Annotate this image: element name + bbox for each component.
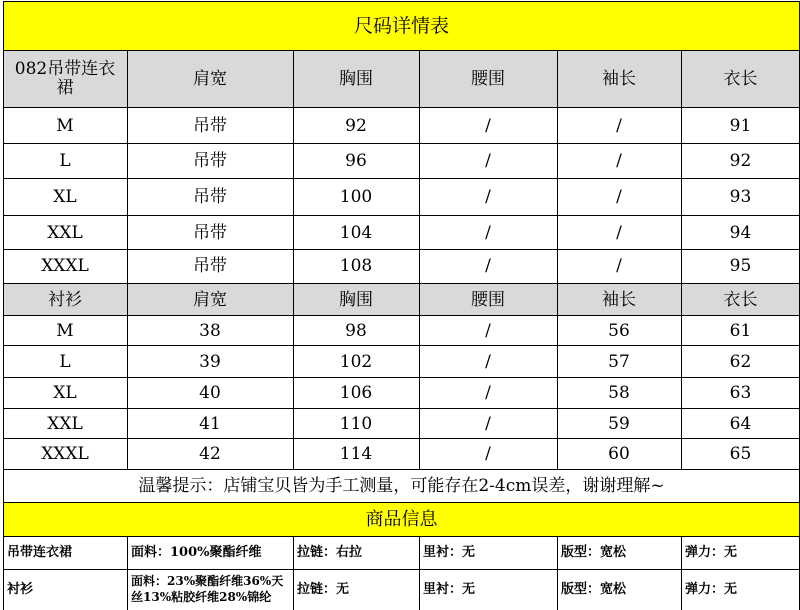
shirt-header-bust: 胸围 <box>339 289 373 310</box>
sleeve-value: / <box>616 115 622 136</box>
shoulder-value: 40 <box>199 383 221 404</box>
shoulder-value: 39 <box>199 351 221 372</box>
size-label: XXL <box>47 413 83 434</box>
shoulder-value: 41 <box>199 413 221 434</box>
grid-line <box>419 536 420 610</box>
bust-value: 100 <box>339 187 373 208</box>
lining-info: 里衬：无 <box>423 582 476 598</box>
waist-value: / <box>485 222 491 243</box>
size-label: XXL <box>47 222 83 243</box>
shirt-label: 衬衫 <box>48 289 82 310</box>
bust-value: 98 <box>345 320 367 341</box>
length-value: 95 <box>729 256 752 277</box>
shirt-header-length: 衣长 <box>723 289 758 310</box>
grid-line <box>3 1 800 2</box>
lining-info: 里衬：无 <box>423 545 476 561</box>
sleeve-value: 60 <box>608 444 630 465</box>
fit-info: 版型：宽松 <box>561 582 627 598</box>
shirt-header-sleeve: 袖长 <box>602 289 636 310</box>
length-value: 64 <box>729 413 752 434</box>
sleeve-value: 58 <box>608 383 630 404</box>
product-name: 吊带连衣裙 <box>7 545 73 561</box>
bust-value: 106 <box>339 383 373 404</box>
sleeve-value: 57 <box>608 351 630 372</box>
sleeve-value: / <box>616 151 622 172</box>
shoulder-value: 吊带 <box>193 256 227 277</box>
shirt-header-waist: 腰围 <box>471 289 505 310</box>
bust-value: 96 <box>345 151 367 172</box>
length-value: 91 <box>729 115 752 136</box>
length-value: 63 <box>729 383 752 404</box>
waist-value: / <box>485 351 491 372</box>
sleeve-value: / <box>616 222 622 243</box>
fabric-info: 面料：23%聚酯纤维36%天丝13%粘胶纤维28%锦纶 <box>131 574 284 604</box>
shoulder-value: 吊带 <box>193 115 227 136</box>
dress-header-shoulder: 肩宽 <box>193 68 227 89</box>
length-value: 65 <box>729 444 752 465</box>
length-value: 61 <box>729 320 752 341</box>
sleeve-value: 59 <box>608 413 630 434</box>
waist-value: / <box>485 115 491 136</box>
dress-header-sleeve: 袖长 <box>602 68 636 89</box>
shoulder-value: 42 <box>199 444 221 465</box>
waist-value: / <box>485 320 491 341</box>
grid-line <box>3 502 800 503</box>
grid-line <box>127 50 128 470</box>
size-label: M <box>56 115 74 136</box>
waist-value: / <box>485 187 491 208</box>
size-label: XXXL <box>41 444 89 465</box>
length-value: 92 <box>729 151 752 172</box>
size-label: XL <box>53 383 77 404</box>
size-label: L <box>59 151 71 172</box>
grid-line <box>557 536 558 610</box>
sleeve-value: / <box>616 187 622 208</box>
grid-line <box>681 50 682 470</box>
grid-line <box>293 536 294 610</box>
stretch-info: 弹力：无 <box>685 582 738 598</box>
product-name: 衬衫 <box>7 582 34 598</box>
sleeve-value: 56 <box>608 320 630 341</box>
bust-value: 108 <box>339 256 373 277</box>
zipper-info: 拉链：无 <box>297 582 350 598</box>
measurement-notice: 温馨提示：店铺宝贝皆为手工测量，可能存在2-4cm误差，谢谢理解~ <box>138 476 665 497</box>
length-value: 62 <box>729 351 752 372</box>
sleeve-value: / <box>616 256 622 277</box>
waist-value: / <box>485 444 491 465</box>
grid-line <box>681 536 682 610</box>
size-label: XXXL <box>41 256 89 277</box>
shoulder-value: 吊带 <box>193 151 227 172</box>
bust-value: 114 <box>339 444 373 465</box>
stretch-info: 弹力：无 <box>685 545 738 561</box>
grid-line <box>127 536 128 610</box>
shoulder-value: 38 <box>199 320 221 341</box>
grid-line <box>3 1 4 610</box>
waist-value: / <box>485 151 491 172</box>
bust-value: 110 <box>339 413 373 434</box>
info-title: 商品信息 <box>365 508 438 530</box>
bust-value: 102 <box>339 351 373 372</box>
page-title: 尺码详情表 <box>353 14 449 37</box>
length-value: 94 <box>729 222 752 243</box>
dress-label: 082吊带连衣裙 <box>14 59 116 98</box>
size-label: XL <box>53 187 77 208</box>
fabric-info: 面料：100%聚酯纤维 <box>131 545 262 561</box>
length-value: 93 <box>729 187 752 208</box>
waist-value: / <box>485 413 491 434</box>
shoulder-value: 吊带 <box>193 222 227 243</box>
size-label: M <box>56 320 74 341</box>
waist-value: / <box>485 383 491 404</box>
grid-line <box>293 50 294 470</box>
dress-header-length: 衣长 <box>723 68 758 89</box>
shoulder-value: 吊带 <box>193 187 227 208</box>
fit-info: 版型：宽松 <box>561 545 627 561</box>
grid-line <box>557 50 558 470</box>
dress-header-waist: 腰围 <box>471 68 505 89</box>
zipper-info: 拉链：右拉 <box>297 545 363 561</box>
bust-value: 92 <box>345 115 367 136</box>
grid-line <box>419 50 420 470</box>
bust-value: 104 <box>339 222 373 243</box>
size-label: L <box>59 351 71 372</box>
dress-header-bust: 胸围 <box>339 68 373 89</box>
waist-value: / <box>485 256 491 277</box>
shirt-header-shoulder: 肩宽 <box>193 289 227 310</box>
